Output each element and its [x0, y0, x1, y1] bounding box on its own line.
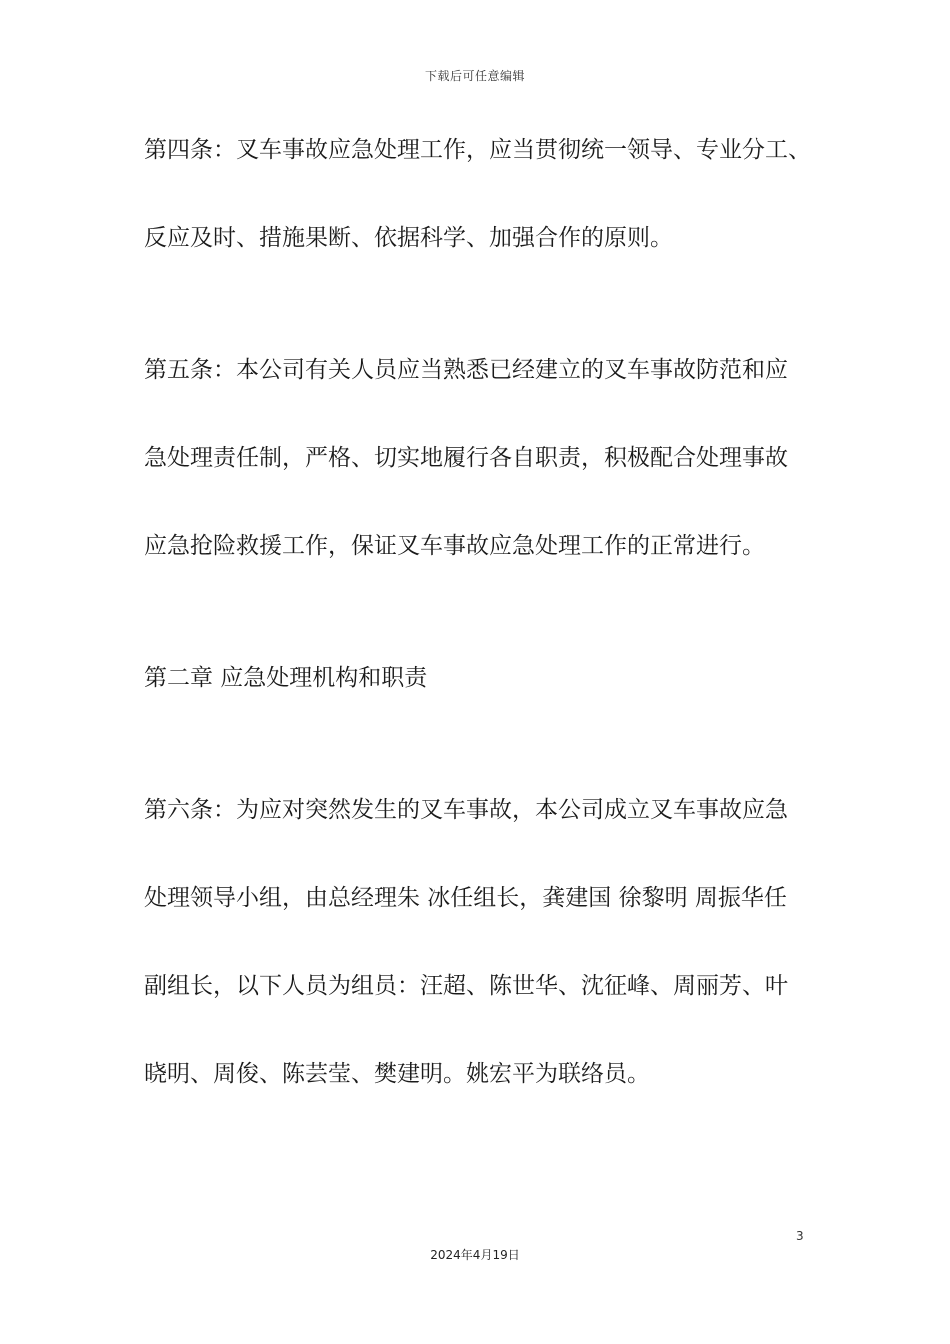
article-6-cont-3 [144, 1052, 834, 1096]
article-5-cont-1 [144, 436, 834, 480]
article-6-line-4: 晓明、周俊、陈芸莹、樊建明。姚宏平为联络员。 [144, 1061, 650, 1087]
article-6 [144, 788, 834, 832]
chapter-2-heading [144, 656, 834, 700]
article-4-line-1: 第四条：叉车事故应急处理工作，应当贯彻统一领导、专业分工、 [144, 137, 811, 163]
article-6-cont-2 [144, 964, 834, 1008]
article-5-cont-2 [144, 524, 834, 568]
article-6-line-2: 处理领导小组，由总经理朱 冰任组长，龚建国 徐黎明 周振华任 [144, 885, 787, 911]
article-5 [144, 348, 834, 392]
article-4 [144, 128, 834, 172]
article-6-line-3: 副组长，以下人员为组员：汪超、陈世华、沈征峰、周丽芳、叶 [144, 973, 788, 999]
article-6-line-1: 第六条：为应对突然发生的叉车事故，本公司成立叉车事故应急 [144, 797, 788, 823]
article-5-line-1: 第五条：本公司有关人员应当熟悉已经建立的叉车事故防范和应 [144, 357, 788, 383]
chapter-2-title: 第二章 应急处理机构和职责 [144, 665, 428, 691]
article-5-line-2: 急处理责任制，严格、切实地履行各自职责，积极配合处理事故 [144, 445, 788, 471]
article-6-cont-1 [144, 876, 834, 920]
article-4-line-2: 反应及时、措施果断、依据科学、加强合作的原则。 [144, 225, 673, 251]
article-4-cont [144, 216, 834, 260]
page-number: 3 [796, 1229, 804, 1243]
footer-date: 2024年4月19日 [430, 1248, 520, 1262]
article-5-line-3: 应急抢险救援工作，保证叉车事故应急处理工作的正常进行。 [144, 533, 765, 559]
header-note: 下载后可任意编辑 [424, 69, 525, 83]
